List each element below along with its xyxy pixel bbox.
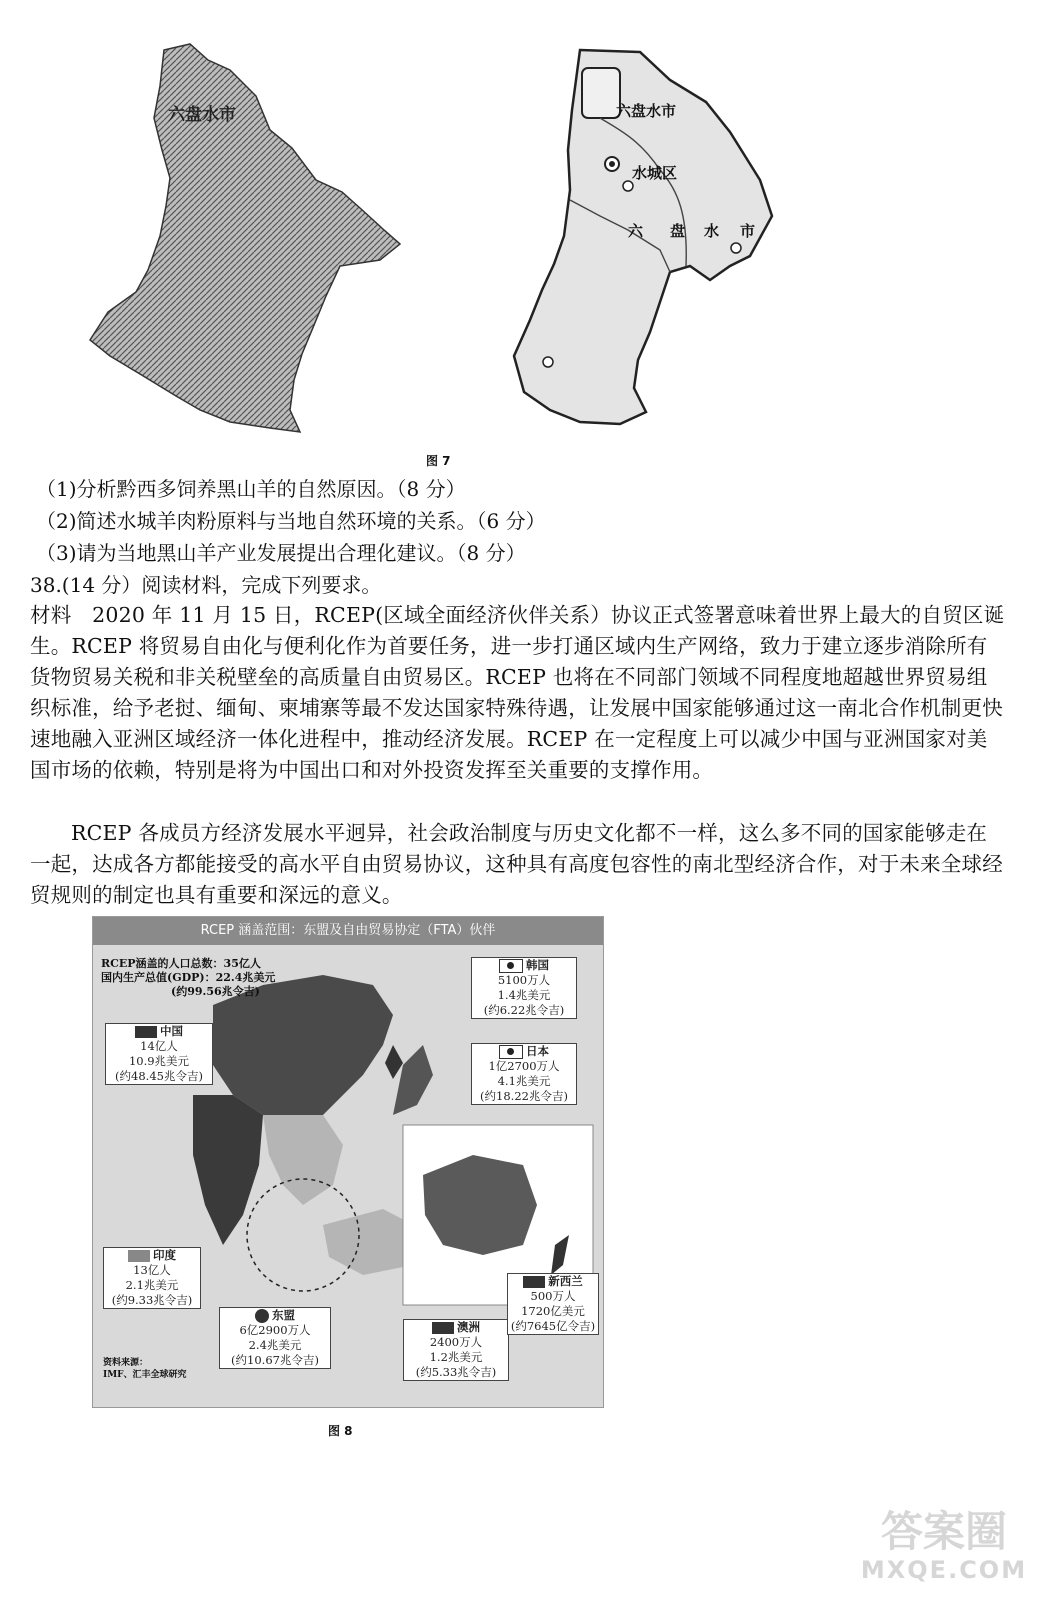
figure-7 bbox=[80, 30, 800, 450]
question-38-title: 38.(14 分）阅读材料，完成下列要求。 bbox=[30, 573, 382, 597]
figure-8-source: 资料来源： IMF、汇丰全球研究 bbox=[103, 1358, 187, 1380]
relief-map-label: 六盘水市 bbox=[168, 105, 236, 125]
map-label-region-4: 市 bbox=[740, 222, 756, 240]
box-korea: 韩国 5100万人 1.4兆美元 (约6.22兆令吉) bbox=[471, 957, 577, 1019]
figure-8-banner: RCEP 涵盖范围：东盟及自由贸易协定（FTA）伙伴 bbox=[93, 917, 603, 945]
relief-map bbox=[80, 30, 440, 440]
material-paragraph-1: 材料 2020 年 11 月 15 日，RCEP(区域全面经济伙伴关系）协议正式签署意味着世界上最大的自贸区诞生。RCEP 将贸易自由化与便利化作为首要任务，进一步打通区域内生产网络，致力于建立逐步消除所有货物贸易关税和非关税壁垒的高质量自由贸易区。RCEP 也将在不同部门领域不同程度地超越世界贸易组织标准，给予老挝、缅甸、柬埔寨等最不发达国家特殊待遇，让发展中国家能够通过这一南北合作机制更快速地融入亚洲区域经济一体化进程中，推动经济发展。RCEP 在一定程度上可以减少中国与亚洲国家对美国市场的依赖，特别是将为中国出口和对外投资发挥至关重要的支撑作用。 bbox=[30, 603, 1005, 782]
rcep-summary bbox=[101, 957, 275, 999]
map-label-region-2: 盘 bbox=[670, 222, 686, 240]
map-label-region-1: 六 bbox=[628, 222, 644, 240]
summary-population: RCEP涵盖的人口总数：35亿人 bbox=[101, 957, 261, 970]
box-australia: 澳洲 2400万人 1.2兆美元 (约5.33兆令吉) bbox=[403, 1319, 509, 1381]
material-paragraph-2: RCEP 各成员方经济发展水平迥异，社会政治制度与历史文化都不一样，这么多不同的国家能够走在一起，达成各方都能接受的高水平自由贸易协议，这种具有高度包容性的南北型经济合作，对于未来全球经贸规则的制定也具有重要和深远的意义。 bbox=[30, 821, 1003, 907]
question-3: （3)请为当地黑山羊产业发展提出合理化建议。（8 分） bbox=[36, 541, 526, 565]
box-india: 印度 13亿人 2.1兆美元 (约9.33兆令吉) bbox=[103, 1247, 201, 1309]
figure-7-caption: 图 7 bbox=[426, 454, 451, 468]
flag-asean-icon bbox=[255, 1309, 269, 1323]
box-japan: 日本 1亿2700万人 4.1兆美元 (约18.22兆令吉) bbox=[471, 1043, 577, 1105]
box-china: 中国 14亿人 10.9兆美元 (约48.45兆令吉) bbox=[105, 1023, 213, 1085]
flag-china-icon bbox=[135, 1026, 157, 1038]
summary-gdp-ringgit: (约99.56兆令吉) bbox=[171, 985, 260, 998]
watermark-logo: 答案圈 MXQE.COM bbox=[860, 1507, 1028, 1584]
flag-india-icon bbox=[128, 1250, 150, 1262]
map-label-region-3: 水 bbox=[704, 222, 720, 240]
map-label-district: 水城区 bbox=[632, 164, 678, 182]
box-new-zealand: 新西兰 500万人 1720亿美元 (约7645亿令吉) bbox=[507, 1273, 599, 1335]
question-2: （2)简述水城羊肉粉原料与当地自然环境的关系。（6 分） bbox=[36, 509, 546, 533]
flag-australia-icon bbox=[432, 1322, 454, 1334]
figure-8 bbox=[92, 916, 604, 1408]
flag-korea-icon bbox=[499, 959, 523, 973]
question-1: （1)分析黔西多饲养黑山羊的自然原因。（8 分） bbox=[36, 477, 466, 501]
flag-new-zealand-icon bbox=[523, 1276, 545, 1288]
flag-japan-icon bbox=[499, 1045, 523, 1059]
map-label-city: 六盘水市 bbox=[616, 102, 677, 120]
figure-8-caption: 图 8 bbox=[328, 1424, 353, 1438]
box-asean: 东盟 6亿2900万人 2.4兆美元 (约10.67兆令吉) bbox=[219, 1307, 331, 1369]
summary-gdp: 国内生产总值(GDP)：22.4兆美元 bbox=[101, 971, 276, 984]
